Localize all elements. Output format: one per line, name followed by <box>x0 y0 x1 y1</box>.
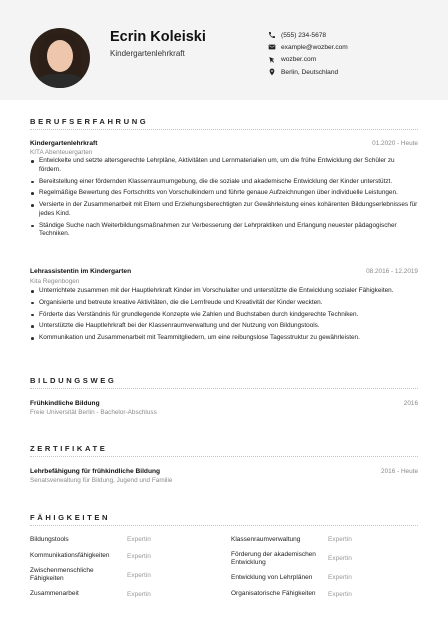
skill-name: Organisatorische Fähigkeiten <box>231 590 316 598</box>
phone-icon <box>268 31 276 39</box>
avatar-shirt <box>36 74 84 88</box>
section-title-experience: BERUFSERFAHRUNG <box>30 117 149 126</box>
skill-name: Förderung der akademischen Entwicklung <box>231 550 316 566</box>
education-date: 2016 <box>403 400 418 407</box>
skill-level: Expertin <box>127 571 151 579</box>
contact-website-text: wozber.com <box>281 56 317 64</box>
contact-phone-text: (555) 234-5678 <box>281 31 327 39</box>
skill-name: Kommunikationsfähigkeiten <box>30 552 110 560</box>
job-company: Kita Regenbogen <box>30 278 80 285</box>
section-divider <box>30 129 418 130</box>
contact-location-text: Berlin, Deutschland <box>281 68 339 76</box>
envelope-icon <box>268 43 276 51</box>
certificate-name: Lehrbefähigung für frühkindliche Bildung <box>30 468 161 475</box>
skill-name: Entwicklung von Lehrplänen <box>231 573 313 581</box>
skills-grid <box>30 534 418 605</box>
candidate-role: Kindergartenlehrkraft <box>110 49 185 58</box>
list-item: Bereitstellung einer fördernden Klassenraumumgebung, die die soziale und akademische Entwicklung der Kinder unterstützt. <box>30 178 418 187</box>
education-school: Freie Universität Berlin - Bachelor-Abschluss <box>30 409 157 416</box>
contact-phone[interactable] <box>268 29 438 41</box>
education-degree: Frühkindliche Bildung <box>30 400 100 407</box>
certificate-date: 2016 - Heute <box>381 468 418 475</box>
skill-level: Expertin <box>127 590 151 598</box>
job-company: KITA Abenteuergarten <box>30 149 93 156</box>
skill-row <box>30 589 217 600</box>
skill-name: Zusammenarbeit <box>30 590 79 598</box>
job-bullets <box>30 287 418 346</box>
section-title-certificates: ZERTIFIKATE <box>30 444 108 453</box>
contact-email-text: example@wozber.com <box>281 43 348 51</box>
skill-row <box>30 567 217 583</box>
contact-website[interactable] <box>268 54 438 66</box>
skill-level: Expertin <box>328 590 352 598</box>
job-date: 08.2016 - 12.2019 <box>366 268 418 275</box>
skills-column-right <box>231 534 418 605</box>
list-item: Förderte das Verständnis für grundlegende Konzepte wie Zahlen und Buchstaben durch kindgerechte Techniken. <box>30 311 418 320</box>
section-divider <box>30 456 418 457</box>
section-title-education: BILDUNGSWEG <box>30 376 117 385</box>
avatar <box>30 28 90 88</box>
list-item: Ständige Suche nach Weiterbildungsmaßnahmen zur Verbesserung der Lehrpraktiken und Erlangung neuester pädagogischer Techniken. <box>30 222 418 239</box>
section-title-skills: FÄHIGKEITEN <box>30 513 111 522</box>
location-pin-icon <box>268 68 276 76</box>
list-item: Unterrichtete zusammen mit der Hauptlehrkraft Kinder im Vorschulalter und unterstützte die Entwicklung sozialer Fähigkeiten. <box>30 287 418 296</box>
list-item: Versierte in der Zusammenarbeit mit Eltern und Erziehungsberechtigten zur Gewährleistung eines kohärenten Bildungserlebnisses für jedes Kind. <box>30 201 418 218</box>
avatar-face <box>47 40 73 72</box>
list-item: Unterstützte die Hauptlehrkraft bei der Klassenraumverwaltung und der Nutzung von Bildungstools. <box>30 322 418 331</box>
skill-level: Expertin <box>328 536 352 543</box>
skills-column-left <box>30 534 217 605</box>
skill-name: Bildungstools <box>30 535 69 543</box>
skill-row <box>30 551 217 562</box>
skill-level: Expertin <box>127 552 151 560</box>
skill-level: Expertin <box>328 555 352 563</box>
list-item: Entwickelte und setzte altersgerechte Lehrpläne, Aktivitäten und Lernmaterialien um, um die frühe Entwicklung der Schüler zu fördern. <box>30 157 418 174</box>
list-item: Kommunikation und Zusammenarbeit mit Teammitgliedern, um eine reibungslose Tagesstruktur zu gewährleisten. <box>30 334 418 343</box>
contact-list <box>268 29 438 78</box>
cursor-icon <box>268 56 276 64</box>
job-date: 01.2020 - Heute <box>372 140 418 147</box>
job-bullets <box>30 157 418 242</box>
candidate-name: Ecrin Koleiski <box>110 29 206 45</box>
contact-location <box>268 66 438 78</box>
section-divider <box>30 388 418 389</box>
job-title: Lehrassistentin im Kindergarten <box>30 268 132 275</box>
skill-row <box>231 551 418 567</box>
section-divider <box>30 525 418 526</box>
skill-row <box>30 534 217 545</box>
skill-name: Klassenraumverwaltung <box>231 535 301 543</box>
skill-row <box>231 589 418 600</box>
skill-row <box>231 534 418 545</box>
skill-level: Expertin <box>127 536 151 543</box>
list-item: Regelmäßige Bewertung des Fortschritts von Vorschulkindern und führte genaue Aufzeichnungen über individuelle Leistungen. <box>30 189 418 198</box>
certificate-issuer: Senatsverwaltung für Bildung, Jugend und Familie <box>30 477 173 484</box>
skill-row <box>231 572 418 583</box>
job-title: Kindergartenlehrkraft <box>30 140 98 147</box>
skill-level: Expertin <box>328 574 352 582</box>
skill-name: Zwischenmenschliche Fähigkeiten <box>30 567 94 583</box>
list-item: Organisierte und betreute kreative Aktivitäten, die die Lernfreude und Kreativität der Kinder weckten. <box>30 299 418 308</box>
contact-email[interactable] <box>268 41 438 53</box>
